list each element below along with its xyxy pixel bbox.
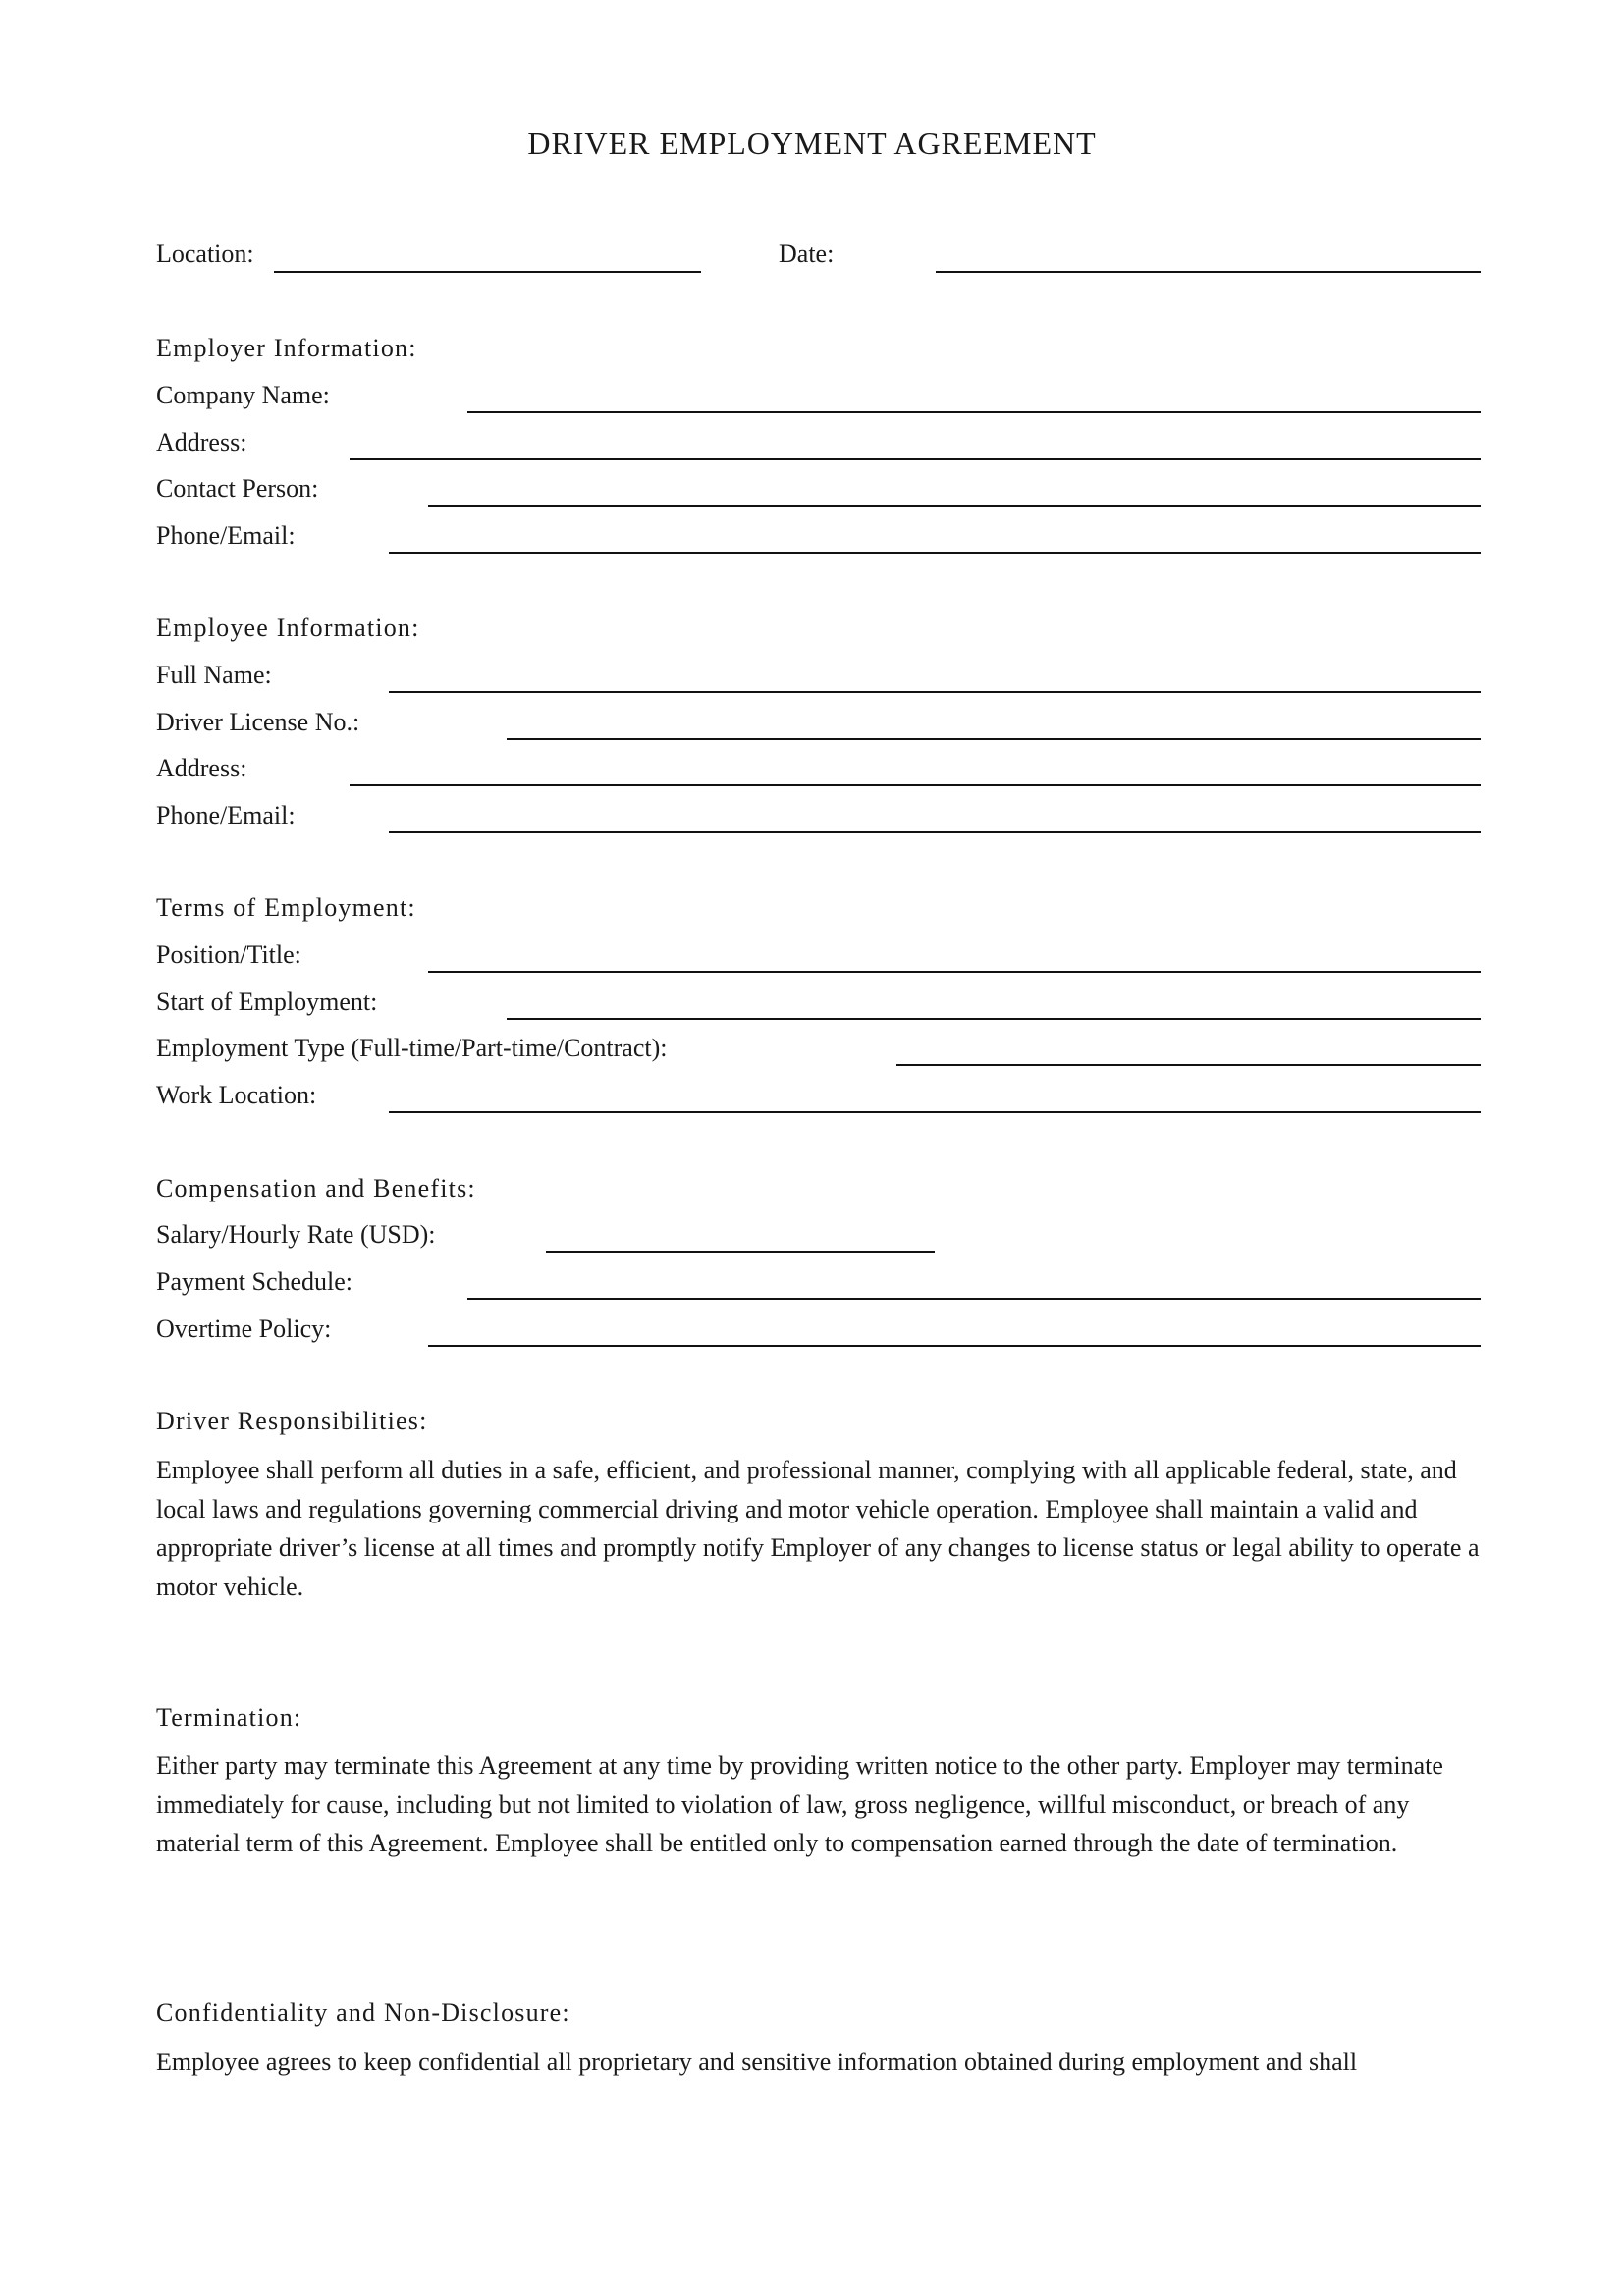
employer-heading: Employer Information: xyxy=(156,334,417,362)
date-field[interactable] xyxy=(936,271,1481,273)
employer-phone-email-field[interactable] xyxy=(389,552,1481,554)
responsibilities-heading: Driver Responsibilities: xyxy=(156,1407,428,1435)
salary-field[interactable] xyxy=(546,1251,935,1253)
company-name-field[interactable] xyxy=(467,411,1481,413)
date-label: Date: xyxy=(779,240,835,268)
overtime-label: Overtime Policy: xyxy=(156,1314,332,1343)
overtime-field[interactable] xyxy=(428,1345,1481,1347)
employer-address-field[interactable] xyxy=(350,458,1481,460)
employee-address-label: Address: xyxy=(156,754,247,782)
employee-heading: Employee Information: xyxy=(156,614,420,642)
contact-person-label: Contact Person: xyxy=(156,474,319,503)
license-field[interactable] xyxy=(507,738,1481,740)
confidentiality-heading: Confidentiality and Non-Disclosure: xyxy=(156,1999,570,2027)
location-label: Location: xyxy=(156,240,254,268)
salary-label: Salary/Hourly Rate (USD): xyxy=(156,1220,436,1249)
employee-phone-email-label: Phone/Email: xyxy=(156,801,296,829)
location-field[interactable] xyxy=(274,271,701,273)
responsibilities-text: Employee shall perform all duties in a safe, efficient, and professional manner, complying with all applicable federal, state, and local laws and regulations governing commercial driving and motor vehicle operation. Employee shall maintain a valid and appropriate driver’s license at all times and promptly notify Employer of any changes to license status or legal ability to operate a motor vehicle. xyxy=(156,1456,1480,1601)
employment-type-label: Employment Type (Full-time/Part-time/Contract): xyxy=(156,1034,668,1062)
start-field[interactable] xyxy=(507,1018,1481,1020)
position-label: Position/Title: xyxy=(156,940,301,969)
terms-heading: Terms of Employment: xyxy=(156,893,416,922)
employment-type-field[interactable] xyxy=(896,1064,1481,1066)
full-name-field[interactable] xyxy=(389,691,1481,693)
document-title: DRIVER EMPLOYMENT AGREEMENT xyxy=(527,126,1097,161)
work-location-field[interactable] xyxy=(389,1111,1481,1113)
employer-phone-email-label: Phone/Email: xyxy=(156,521,296,550)
payment-schedule-label: Payment Schedule: xyxy=(156,1267,353,1296)
employee-phone-email-field[interactable] xyxy=(389,831,1481,833)
confidentiality-text: Employee agrees to keep confidential all proprietary and sensitive information obtained during employment and shall xyxy=(156,2048,1358,2076)
employee-address-field[interactable] xyxy=(350,784,1481,786)
employer-address-label: Address: xyxy=(156,428,247,456)
license-label: Driver License No.: xyxy=(156,708,360,736)
full-name-label: Full Name: xyxy=(156,661,272,689)
start-label: Start of Employment: xyxy=(156,988,378,1016)
contact-person-field[interactable] xyxy=(428,505,1481,507)
termination-heading: Termination: xyxy=(156,1703,302,1732)
payment-schedule-field[interactable] xyxy=(467,1298,1481,1300)
company-name-label: Company Name: xyxy=(156,381,330,409)
work-location-label: Work Location: xyxy=(156,1081,317,1109)
termination-text: Either party may terminate this Agreement at any time by providing written notice to the other party. Employer may terminate immediately for cause, including but not limited to violation of law, gross negligence, willful misconduct, or breach of any material term of this Agreement. Employee shall be entitled only to compensation earned through the date of termination. xyxy=(156,1751,1443,1857)
position-field[interactable] xyxy=(428,971,1481,973)
compensation-heading: Compensation and Benefits: xyxy=(156,1174,476,1202)
